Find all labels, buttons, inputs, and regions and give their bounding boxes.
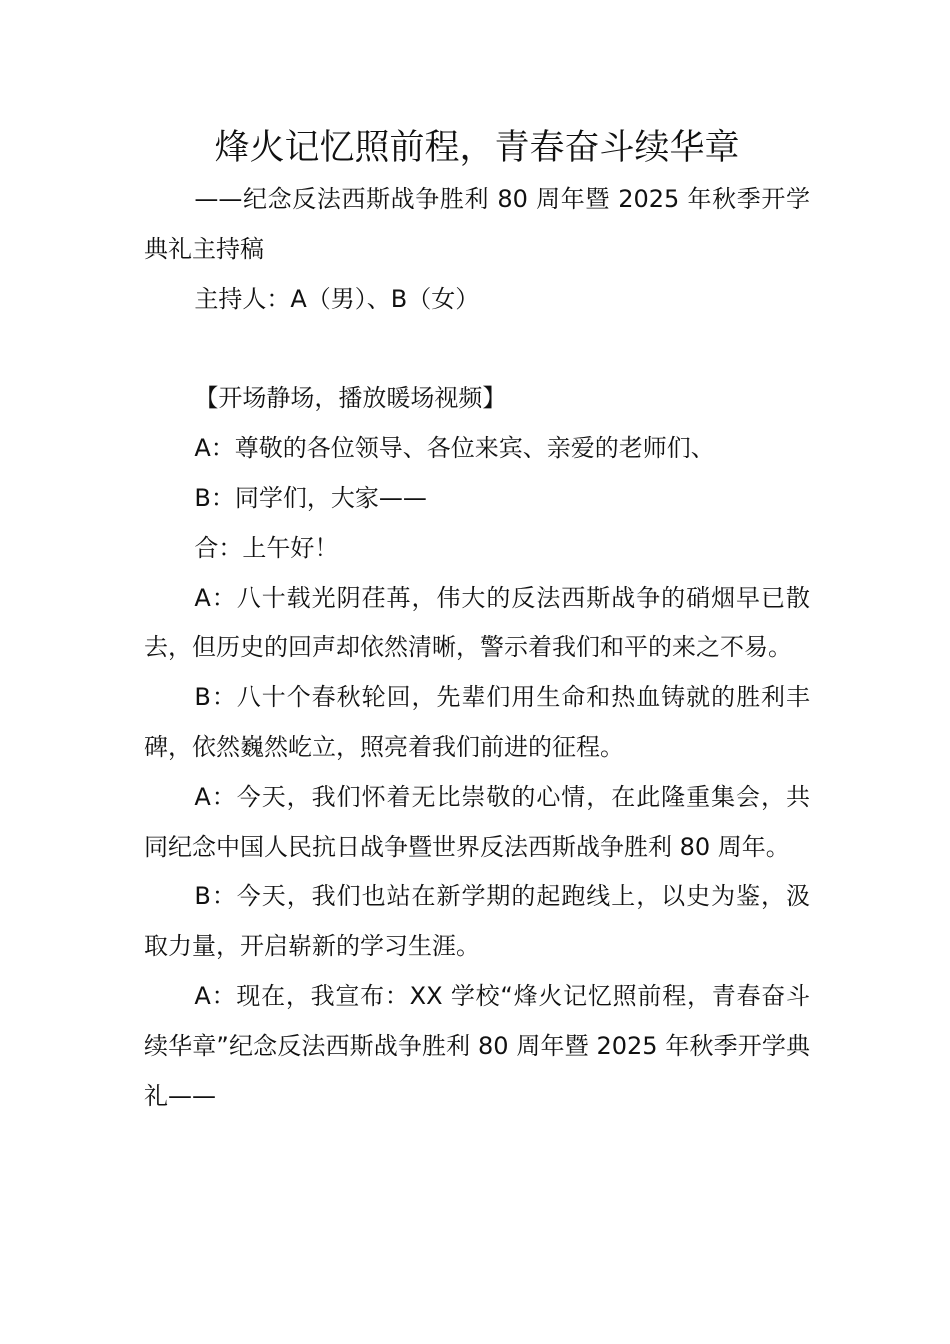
paragraph: 合：上午好！ [194,533,339,562]
paragraph: A：现在，我宣布：XX 学校“烽火记忆照前程，青春奋斗续华章”纪念反法西斯战争胜利 80 周年暨 2025 年秋季开学典礼—— [144,981,810,1110]
blank-line [144,324,810,374]
paragraph: B：今天，我们也站在新学期的起跑线上，以史为鉴，汲取力量，开启崭新的学习生涯。 [144,882,810,961]
paragraph: A：八十载光阴荏苒，伟大的反法西斯战争的硝烟早已散去，但历史的回声却依然清晰，警示着我们和平的来之不易。 [144,583,810,662]
paragraph: B：八十个春秋轮回，先辈们用生命和热血铸就的胜利丰碑，依然巍然屹立，照亮着我们前进的征程。 [144,683,810,761]
paragraph-stage-direction: 【开场静场，播放暖场视频】 [194,384,507,413]
paragraph: A：尊敬的各位领导、各位来宾、亲爱的老师们、 [194,434,715,463]
document-title: 烽火记忆照前程，青春奋斗续华章 [214,128,740,168]
host-line: 主持人：A（男）、B（女） [194,284,480,313]
paragraph: B：同学们，大家—— [194,483,427,512]
document-subtitle: ——纪念反法西斯战争胜利 80 周年暨 2025 年秋季开学典礼主持稿 [144,185,810,263]
paragraph: A：今天，我们怀着无比崇敬的心情，在此隆重集会，共同纪念中国人民抗日战争暨世界反法西斯战争胜利 80 周年。 [144,782,810,861]
